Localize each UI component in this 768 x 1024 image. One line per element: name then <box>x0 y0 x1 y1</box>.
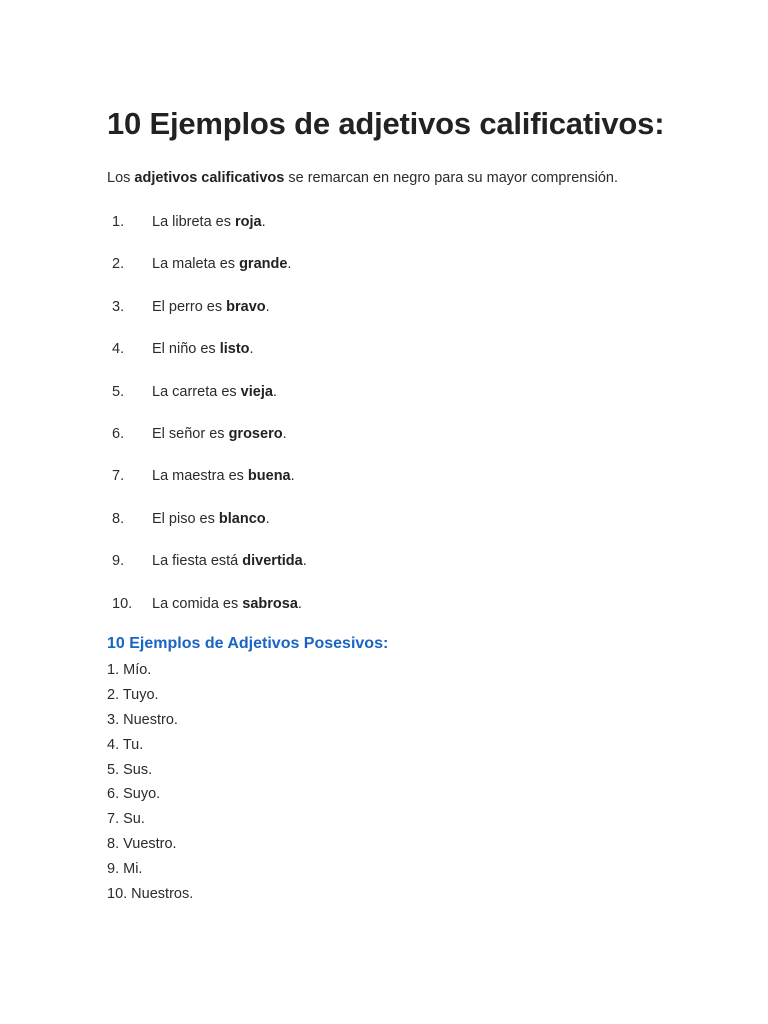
item-text: El niño es listo. <box>152 341 254 358</box>
item-text: El piso es blanco. <box>152 510 270 527</box>
item-number: 5. <box>112 383 125 400</box>
item-adjective: sabrosa <box>242 595 298 612</box>
item-text: La libreta es roja. <box>152 214 266 230</box>
posesivos-list <box>107 660 193 909</box>
item-number: 1. <box>112 214 125 230</box>
item-adjective: grosero <box>228 425 283 442</box>
list-item: 6. Suyo. <box>107 786 161 803</box>
item-adjective: bravo <box>226 298 266 315</box>
item-number: 6. <box>112 425 125 442</box>
page-title: 10 Ejemplos de adjetivos calificativos: <box>107 106 665 141</box>
list-item: 4. Tu. <box>107 736 144 753</box>
item-number: 4. <box>112 341 125 358</box>
list-item: 7. Su. <box>107 811 145 828</box>
item-text: La carreta es vieja. <box>152 383 277 400</box>
item-number: 10. <box>112 595 133 612</box>
list-item: 9. Mi. <box>107 861 143 878</box>
item-adjective: buena <box>247 468 291 485</box>
list-item: 10. Nuestros. <box>107 886 194 903</box>
item-adjective: vieja <box>240 383 273 400</box>
item-text: La maleta es grande. <box>152 256 292 273</box>
list-item: 1. Mío. <box>107 662 152 678</box>
item-text: La comida es sabrosa. <box>152 595 302 612</box>
list-item: 8. Vuestro. <box>107 836 177 853</box>
list-item: 5. Sus. <box>107 761 153 778</box>
item-adjective: listo <box>219 341 250 358</box>
intro-text-bold: adjetivos calificativos <box>134 170 285 186</box>
item-text: El perro es bravo. <box>152 298 270 315</box>
item-number: 9. <box>112 553 125 570</box>
item-adjective: grande <box>239 256 288 273</box>
intro-text-before: Los <box>107 170 135 186</box>
list-item: 3. Nuestro. <box>107 711 178 728</box>
intro-paragraph <box>107 170 618 186</box>
item-number: 3. <box>112 298 125 315</box>
item-adjective: divertida <box>242 553 303 570</box>
item-text: La fiesta está divertida. <box>152 553 307 570</box>
item-adjective: blanco <box>218 510 266 527</box>
item-number: 8. <box>112 510 125 527</box>
list-item: 2. Tuyo. <box>107 686 159 703</box>
item-text: La maestra es buena. <box>152 468 295 485</box>
item-number: 2. <box>112 256 125 273</box>
item-adjective: roja <box>235 214 262 230</box>
item-number: 7. <box>112 468 125 485</box>
intro-text-after: se remarcan en negro para su mayor comprensión. <box>284 170 618 186</box>
section-subtitle: 10 Ejemplos de Adjetivos Posesivos: <box>107 635 389 652</box>
item-text: El señor es grosero. <box>152 425 287 442</box>
